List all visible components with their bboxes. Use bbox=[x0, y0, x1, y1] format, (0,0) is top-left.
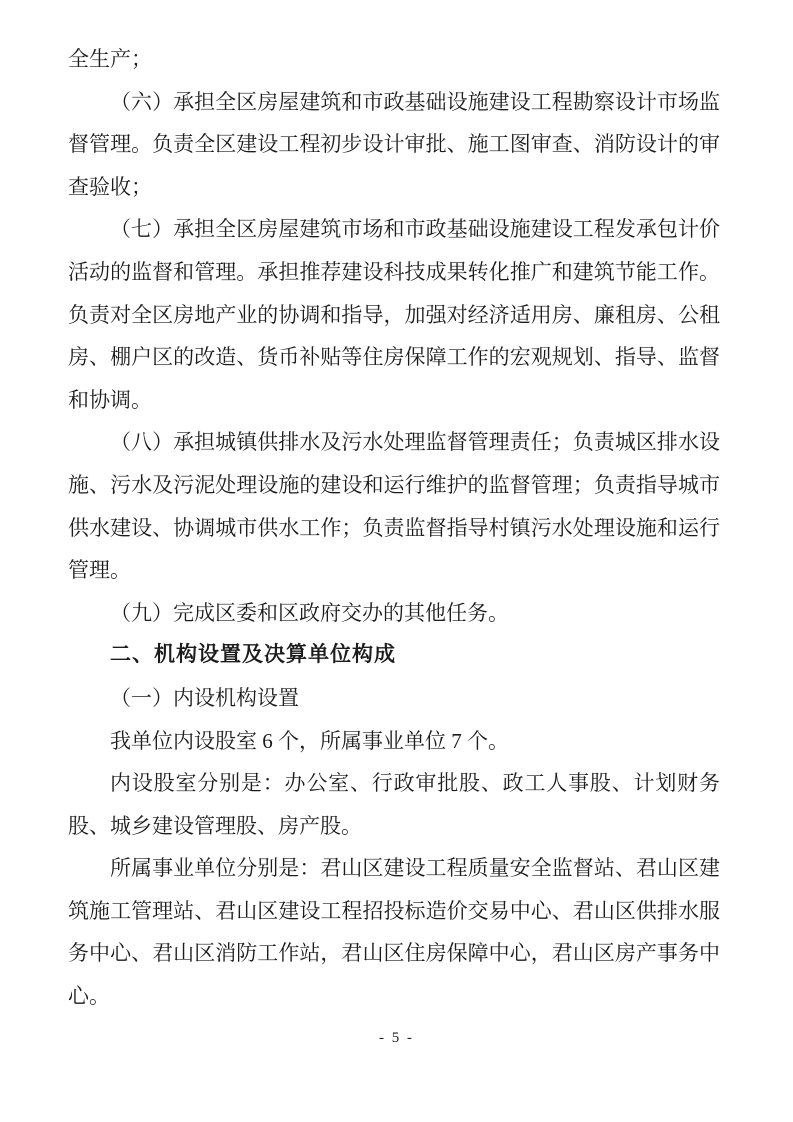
paragraph-unit-counts: 我单位内设股室 6 个，所属事业单位 7 个。 bbox=[110, 728, 509, 753]
section-heading: 二、机构设置及决算单位构成 bbox=[110, 643, 396, 667]
paragraph-item-nine: （九）完成区委和区政府交办的其他任务。 bbox=[110, 600, 509, 625]
paragraph-subordinate-units: 所属事业单位分别是：君山区建设工程质量安全监督站、君山区建筑施工管理站、君山区建设工程招投标造价交易中心、君山区供排水服务中心、君山区消防工作站，君山区住房保障中心，君山区房产事务中心。 bbox=[68, 856, 720, 1009]
paragraph-item-eight: （八）承担城镇供排水及污水处理监督管理责任；负责城区排水设施、污水及污泥处理设施的建设和运行维护的监督管理；负责指导城市供水建设、协调城市供水工作；负责监督指导村镇污水处理设施和运行管理。 bbox=[68, 430, 720, 583]
document-body bbox=[68, 38, 720, 1018]
paragraph-item-seven: （七）承担全区房屋建筑市场和市政基础设施建设工程发承包计价活动的监督和管理。承担推荐建设科技成果转化推广和建筑节能工作。负责对全区房地产业的协调和指导，加强对经济适用房、廉租房、公租房、棚户区的改造、货币补贴等住房保障工作的宏观规划、指导、监督和协调。 bbox=[68, 217, 720, 412]
paragraph-internal-divisions: 内设股室分别是：办公室、行政审批股、政工人事股、计划财务股、城乡建设管理股、房产股。 bbox=[68, 771, 720, 838]
paragraph-continuation: 全生产； bbox=[68, 47, 152, 71]
subsection-heading: （一）内设机构设置 bbox=[110, 685, 299, 710]
paragraph-item-six: （六）承担全区房屋建筑和市政基础设施建设工程勘察设计市场监督管理。负责全区建设工程初步设计审批、施工图审查、消防设计的审查验收； bbox=[68, 89, 720, 199]
page-number: - 5 - bbox=[379, 1030, 414, 1046]
